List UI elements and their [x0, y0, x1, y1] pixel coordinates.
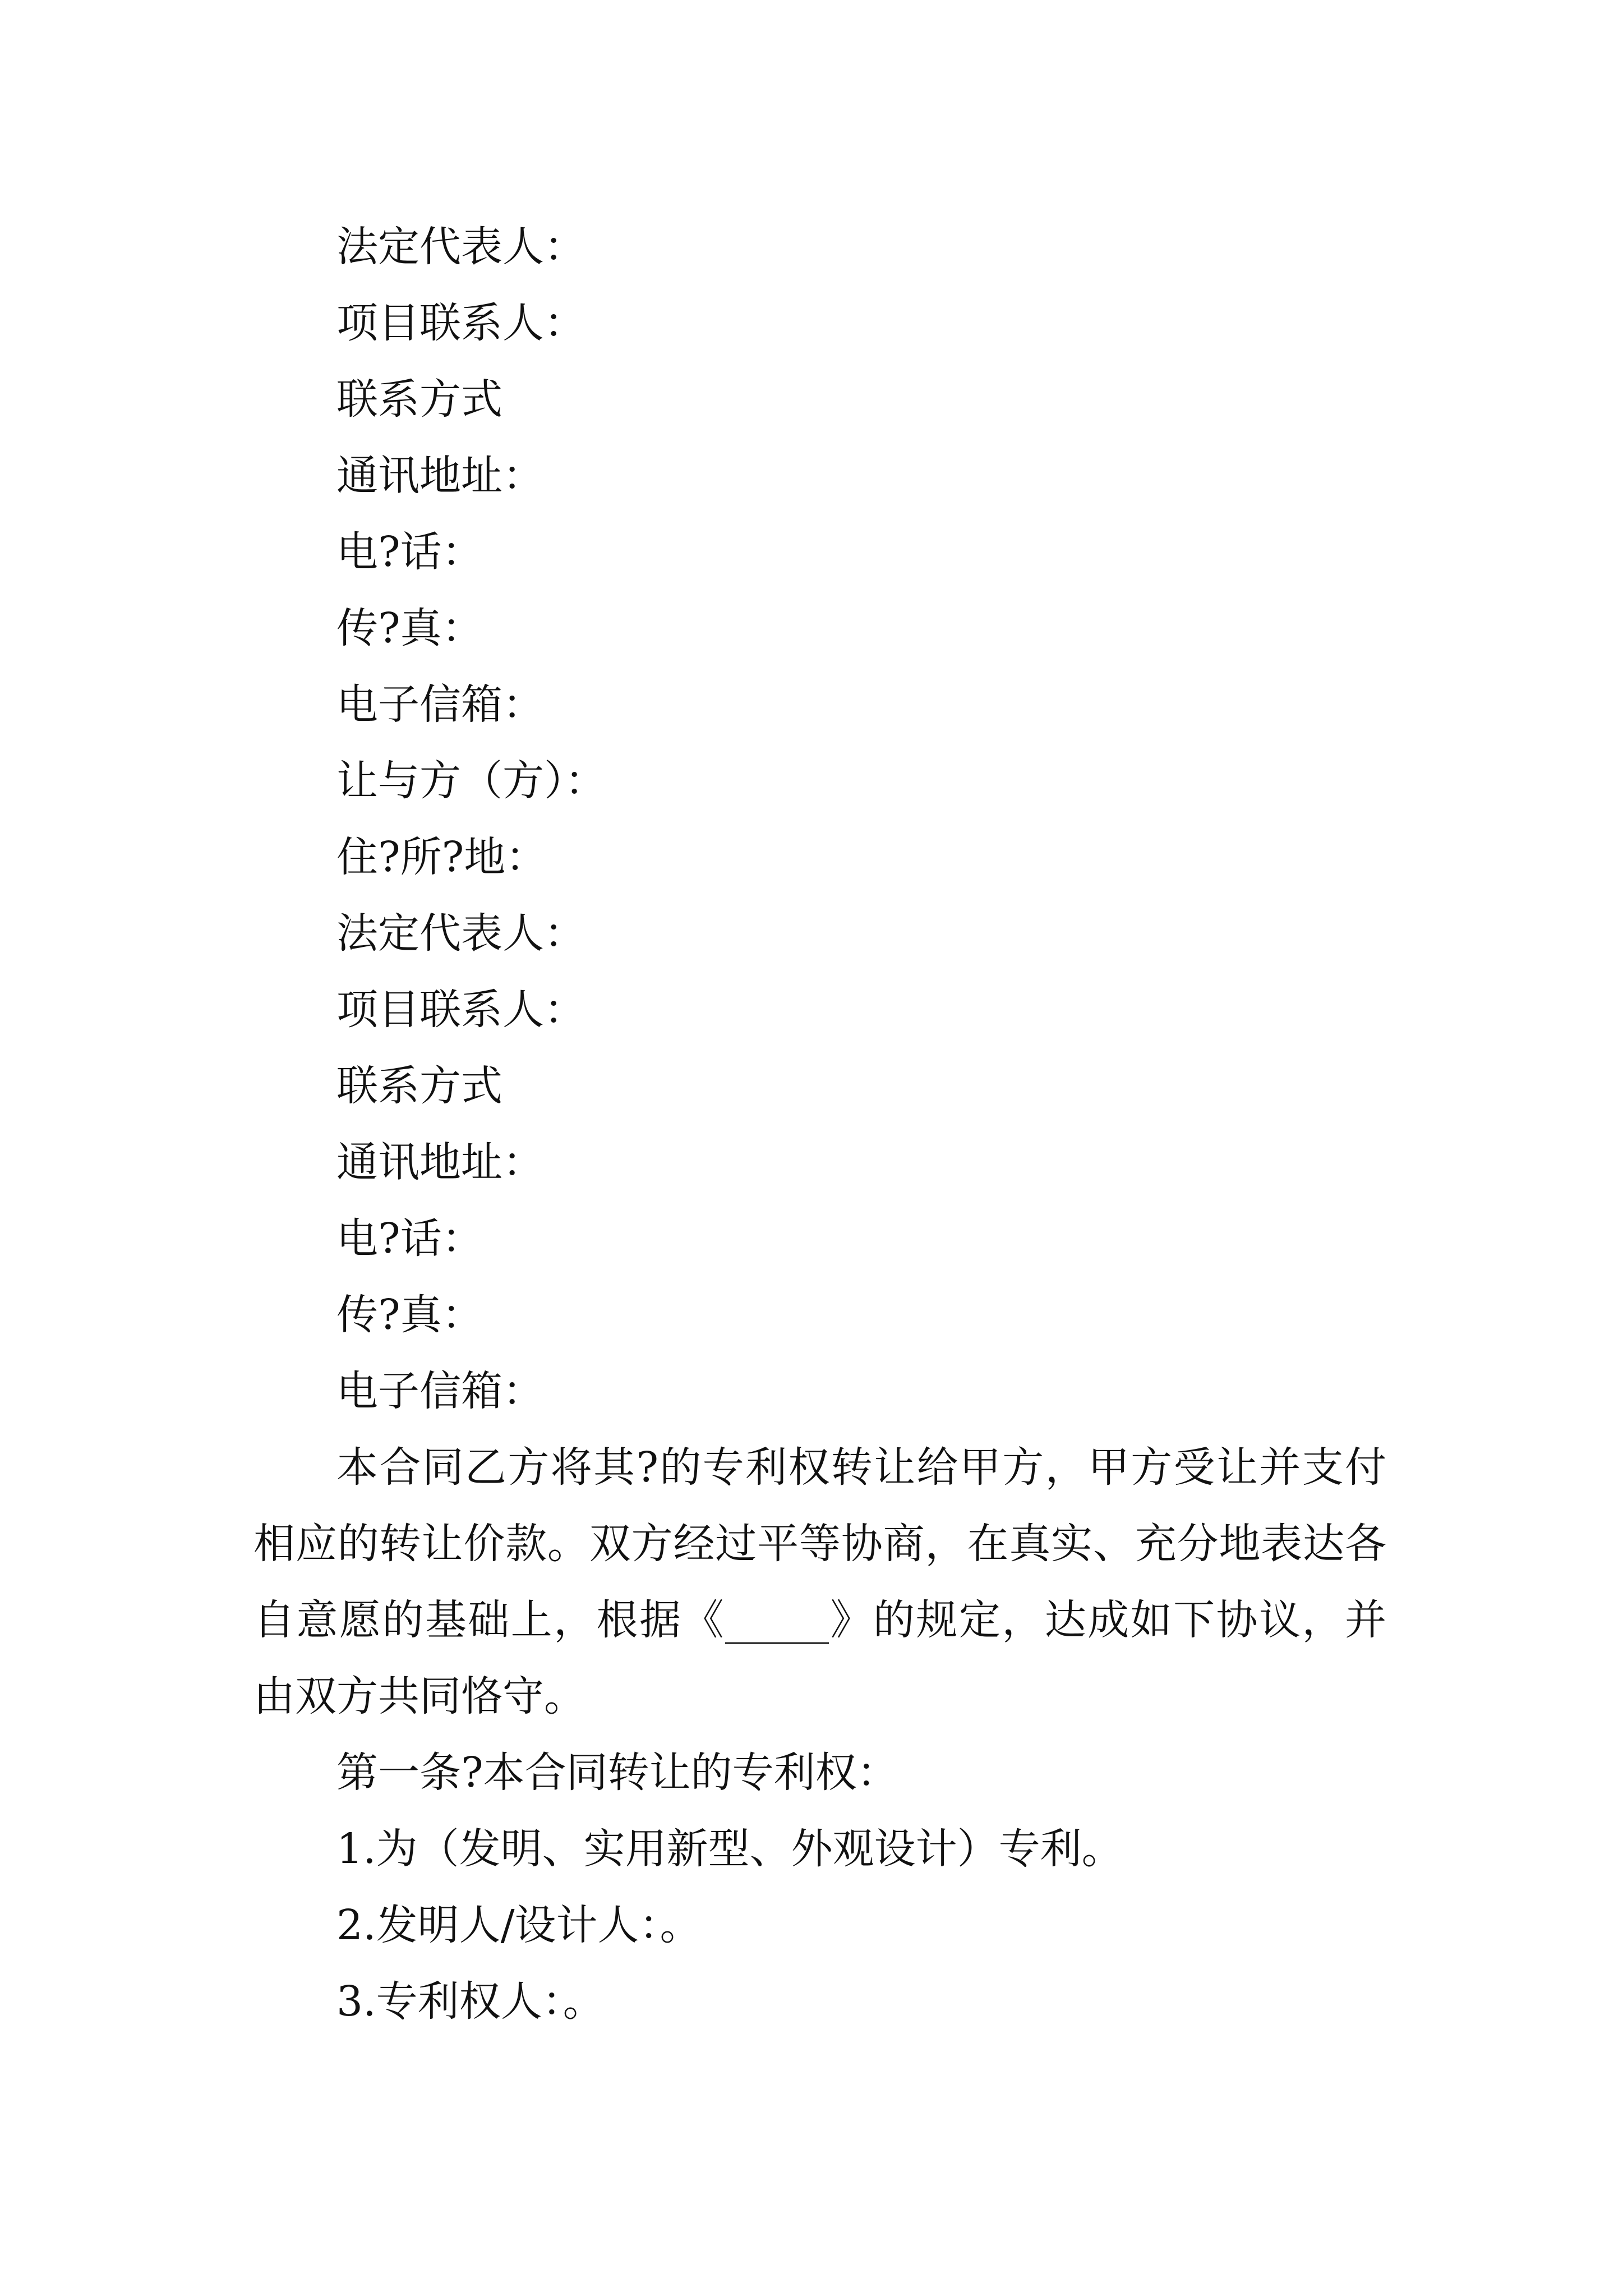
document-body: [253, 209, 1386, 2040]
phone-b: 电?话：: [336, 1214, 483, 1263]
project-contact-a: 项目联系人：: [336, 299, 585, 347]
email-a: 电子信箱：: [336, 680, 544, 729]
legal-representative-a: 法定代表人：: [336, 223, 585, 271]
article-1-title: 第一条?本合同转让的专利权：: [336, 1749, 898, 1797]
mailing-address-a: 通讯地址：: [336, 452, 544, 500]
intro-paragraph: 本合同乙方将其?的专利权转让给甲方，甲方受让并支付相应的转让价款。双方经过平等协商，在真实、充分地表达各自意愿的基础上，根据《_____》的规定，达成如下协议，并由双方共同恪守。: [253, 1443, 1386, 1720]
project-contact-b: 项目联系人：: [336, 986, 585, 1034]
fax-b: 传?真：: [336, 1291, 483, 1339]
residence-b: 住?所?地：: [336, 833, 547, 881]
contact-method-a: 联系方式: [336, 375, 502, 424]
fax-a: 传?真：: [336, 604, 483, 652]
article-1-item-3: 3.专利权人：。: [336, 1977, 605, 2026]
article-1-item-1: 1.为（发明、实用新型、外观设计）专利。: [336, 1825, 1123, 1873]
phone-a: 电?话：: [336, 528, 483, 576]
contact-method-b: 联系方式: [336, 1062, 502, 1110]
email-b: 电子信箱：: [336, 1367, 544, 1415]
legal-representative-b: 法定代表人：: [336, 909, 585, 958]
article-1-item-2: 2.发明人/设计人：。: [336, 1901, 702, 1949]
party-b-heading: 让与方（方）：: [336, 757, 606, 805]
mailing-address-b: 通讯地址：: [336, 1138, 544, 1186]
